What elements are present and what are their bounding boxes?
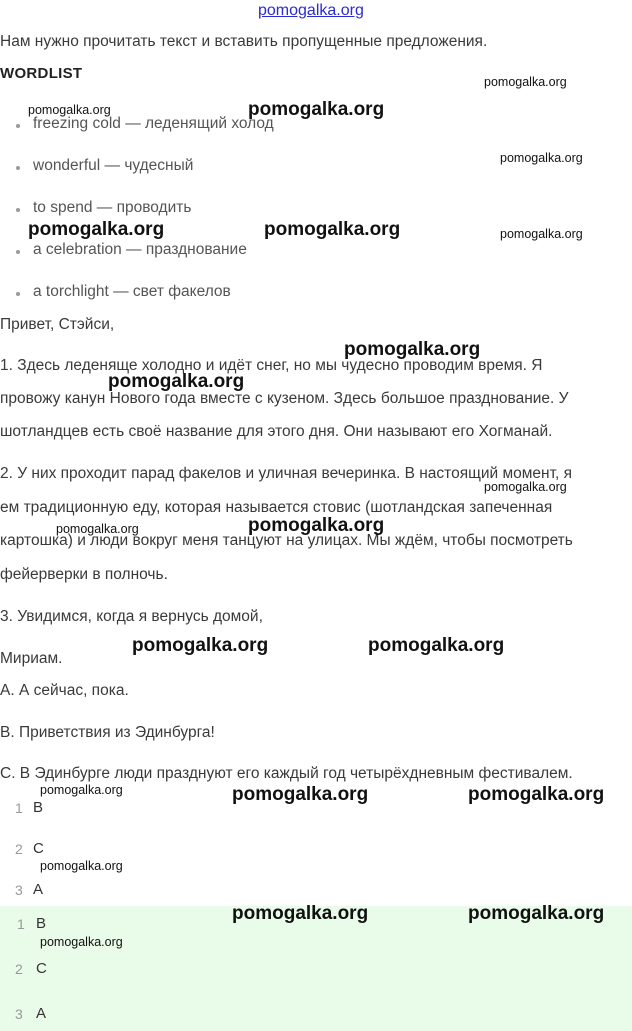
- answer-number: 2: [15, 961, 23, 977]
- bullet-icon: [16, 250, 20, 254]
- watermark: pomogalka.org: [500, 227, 583, 241]
- watermark: pomogalka.org: [40, 859, 123, 873]
- answer-letter: A: [33, 881, 44, 898]
- bullet-icon: [16, 124, 20, 128]
- answer-letter: C: [33, 840, 44, 857]
- wordlist-item-text: to spend — проводить: [33, 199, 192, 216]
- letter-signature: Мириам.: [0, 650, 63, 667]
- task-intro: Нам нужно прочитать текст и вставить пропущенные предложения.: [0, 33, 488, 50]
- watermark: pomogalka.org: [28, 103, 111, 117]
- answer-number: 1: [17, 916, 25, 932]
- answer-letter: B: [33, 799, 44, 816]
- watermark: pomogalka.org: [132, 635, 269, 656]
- watermark: pomogalka.org: [484, 75, 567, 89]
- watermark: pomogalka.org: [232, 784, 369, 805]
- answer-number: 2: [15, 841, 23, 857]
- option-c: C. В Эдинбурге люди празднуют его каждый год четырёхдневным фестивалем.: [0, 765, 573, 782]
- watermark: pomogalka.org: [500, 151, 583, 165]
- wordlist-item-text: freezing cold — леденящий холод: [33, 115, 274, 132]
- watermark: pomogalka.org: [248, 99, 385, 120]
- answer-letter: A: [36, 1005, 47, 1022]
- answer-number: 3: [15, 1006, 23, 1022]
- option-b: B. Приветствия из Эдинбурга!: [0, 724, 215, 741]
- watermark: pomogalka.org: [56, 522, 139, 536]
- paragraph-line: ем традиционную еду, которая называется стовис (шотландская запеченная: [0, 499, 553, 516]
- bullet-icon: [16, 292, 20, 296]
- watermark: pomogalka.org: [248, 515, 385, 536]
- watermark: pomogalka.org: [232, 903, 369, 924]
- wordlist-title: WORDLIST: [0, 65, 83, 82]
- site-link[interactable]: pomogalka.org: [258, 2, 364, 19]
- letter-greeting: Привет, Стэйси,: [0, 316, 115, 333]
- wordlist-item-text: a torchlight — свет факелов: [33, 283, 231, 300]
- answer-letter: C: [36, 960, 47, 977]
- option-a: A. А сейчас, пока.: [0, 682, 129, 699]
- paragraph-line: 1. Здесь леденяще холодно и идёт снег, но мы чудесно проводим время. Я: [0, 357, 543, 374]
- answer-number: 1: [15, 800, 23, 816]
- watermark: pomogalka.org: [28, 219, 165, 240]
- watermark: pomogalka.org: [40, 935, 123, 949]
- watermark: pomogalka.org: [108, 371, 245, 392]
- watermark: pomogalka.org: [368, 635, 505, 656]
- paragraph-line: шотландцев есть своё название для этого дня. Они называют его Хогманай.: [0, 423, 553, 440]
- bullet-icon: [16, 208, 20, 212]
- watermark: pomogalka.org: [468, 903, 605, 924]
- paragraph-3: 3. Увидимся, когда я вернусь домой,: [0, 608, 263, 625]
- watermark: pomogalka.org: [344, 339, 481, 360]
- watermark: pomogalka.org: [40, 783, 123, 797]
- watermark: pomogalka.org: [468, 784, 605, 805]
- watermark: pomogalka.org: [484, 480, 567, 494]
- paragraph-line: фейерверки в полночь.: [0, 566, 168, 583]
- paragraph-line: 2. У них проходит парад факелов и уличная вечеринка. В настоящий момент, я: [0, 465, 572, 482]
- paragraph-line: картошка) и люди вокруг меня танцуют на улицах. Мы ждём, чтобы посмотреть: [0, 532, 573, 549]
- answer-letter: B: [36, 915, 47, 932]
- answer-number: 3: [15, 882, 23, 898]
- watermark: pomogalka.org: [264, 219, 401, 240]
- paragraph-line: провожу канун Нового года вместе с кузеном. Здесь большое празднование. У: [0, 390, 569, 407]
- bullet-icon: [16, 166, 20, 170]
- wordlist-item-text: wonderful — чудесный: [33, 157, 194, 174]
- wordlist-item-text: a celebration — празднование: [33, 241, 247, 258]
